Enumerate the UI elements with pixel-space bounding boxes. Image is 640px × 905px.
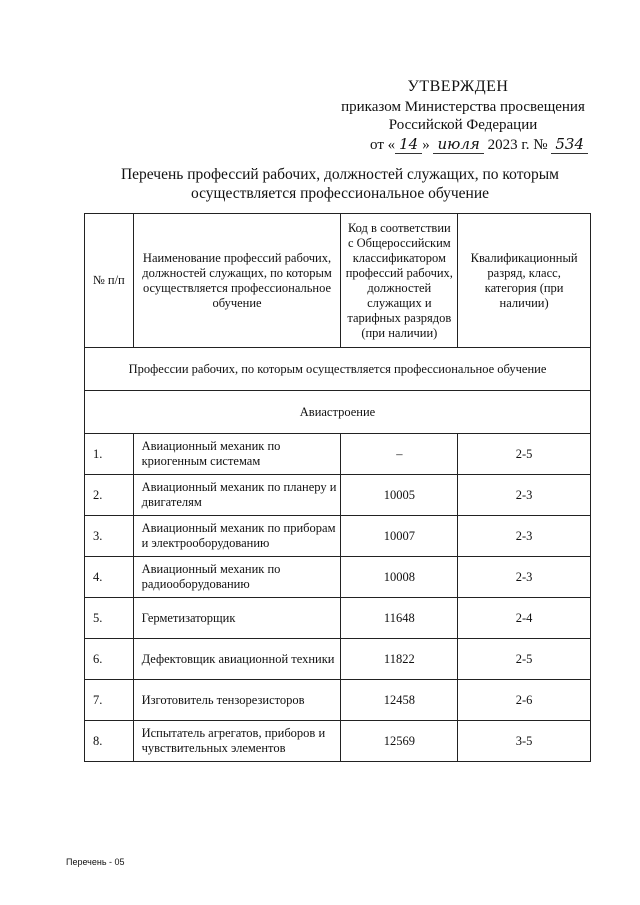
header-grade: Квалификационный разряд, класс, категория (при наличии) bbox=[458, 214, 591, 348]
row-num: 8. bbox=[85, 721, 134, 762]
approval-federation-line: Российской Федерации bbox=[388, 117, 538, 133]
group-row bbox=[85, 391, 591, 434]
table-row bbox=[85, 598, 591, 639]
row-num: 7. bbox=[85, 680, 134, 721]
header-name: Наименование профессий рабочих, должностей служащих, по которым осуществляется профессиональное обучение bbox=[133, 214, 341, 348]
title-line-2: осуществляется профессиональное обучение bbox=[190, 185, 490, 202]
approval-block bbox=[318, 78, 588, 154]
row-num: 3. bbox=[85, 516, 134, 557]
row-grade: 2-3 bbox=[458, 557, 591, 598]
approval-ministry-line: приказом Министерства просвещения bbox=[341, 99, 585, 115]
row-grade: 2-5 bbox=[458, 639, 591, 680]
page-footer: Перечень - 05 bbox=[66, 857, 125, 867]
row-code: 10008 bbox=[341, 557, 458, 598]
row-num: 5. bbox=[85, 598, 134, 639]
row-num: 6. bbox=[85, 639, 134, 680]
professions-table bbox=[84, 213, 591, 762]
row-num: 1. bbox=[85, 434, 134, 475]
approval-order-line bbox=[318, 135, 588, 154]
table-row bbox=[85, 516, 591, 557]
row-code: 11822 bbox=[341, 639, 458, 680]
group-title: Авиастроение bbox=[85, 391, 591, 434]
row-name: Дефектовщик авиационной техники bbox=[133, 639, 341, 680]
row-name: Авиационный механик по радиооборудованию bbox=[133, 557, 341, 598]
row-code: 10005 bbox=[341, 475, 458, 516]
table-row bbox=[85, 557, 591, 598]
header-num: № п/п bbox=[85, 214, 134, 348]
row-grade: 2-3 bbox=[458, 516, 591, 557]
table-header-row bbox=[85, 214, 591, 348]
row-name: Авиационный механик по приборам и электрооборудованию bbox=[133, 516, 341, 557]
row-grade: 2-4 bbox=[458, 598, 591, 639]
row-grade: 2-3 bbox=[458, 475, 591, 516]
row-code: 12569 bbox=[341, 721, 458, 762]
year-text: 2023 г. № bbox=[487, 137, 548, 153]
row-num: 2. bbox=[85, 475, 134, 516]
row-grade: 2-6 bbox=[458, 680, 591, 721]
date-mid: » bbox=[422, 137, 430, 153]
row-grade: 3-5 bbox=[458, 721, 591, 762]
table-row bbox=[85, 434, 591, 475]
row-name: Изготовитель тензорезисторов bbox=[133, 680, 341, 721]
handwritten-order-number: 534 bbox=[551, 135, 588, 154]
row-num: 4. bbox=[85, 557, 134, 598]
row-name: Авиационный механик по криогенным системам bbox=[133, 434, 341, 475]
section-row bbox=[85, 348, 591, 391]
row-name: Герметизаторщик bbox=[133, 598, 341, 639]
title-line-1: Перечень профессий рабочих, должностей служащих, по которым bbox=[120, 166, 559, 183]
table-row bbox=[85, 639, 591, 680]
row-grade: 2-5 bbox=[458, 434, 591, 475]
row-name: Испытатель агрегатов, приборов и чувствительных элементов bbox=[133, 721, 341, 762]
row-name: Авиационный механик по планеру и двигателям bbox=[133, 475, 341, 516]
section-title: Профессии рабочих, по которым осуществляется профессиональное обучение bbox=[85, 348, 591, 391]
table-row bbox=[85, 680, 591, 721]
handwritten-day: 14 bbox=[395, 135, 422, 154]
table-row bbox=[85, 721, 591, 762]
table-row bbox=[85, 475, 591, 516]
row-code: 10007 bbox=[341, 516, 458, 557]
row-code: 11648 bbox=[341, 598, 458, 639]
handwritten-month: июля bbox=[433, 135, 483, 154]
date-prefix: от « bbox=[370, 137, 396, 153]
document-title bbox=[90, 165, 590, 203]
approval-heading: УТВЕРЖДЕН bbox=[407, 78, 509, 95]
header-code: Код в соответствии с Общероссийским классификатором профессий рабочих, должностей служащих и тарифных разрядов (при наличии) bbox=[341, 214, 458, 348]
row-code: – bbox=[341, 434, 458, 475]
row-code: 12458 bbox=[341, 680, 458, 721]
